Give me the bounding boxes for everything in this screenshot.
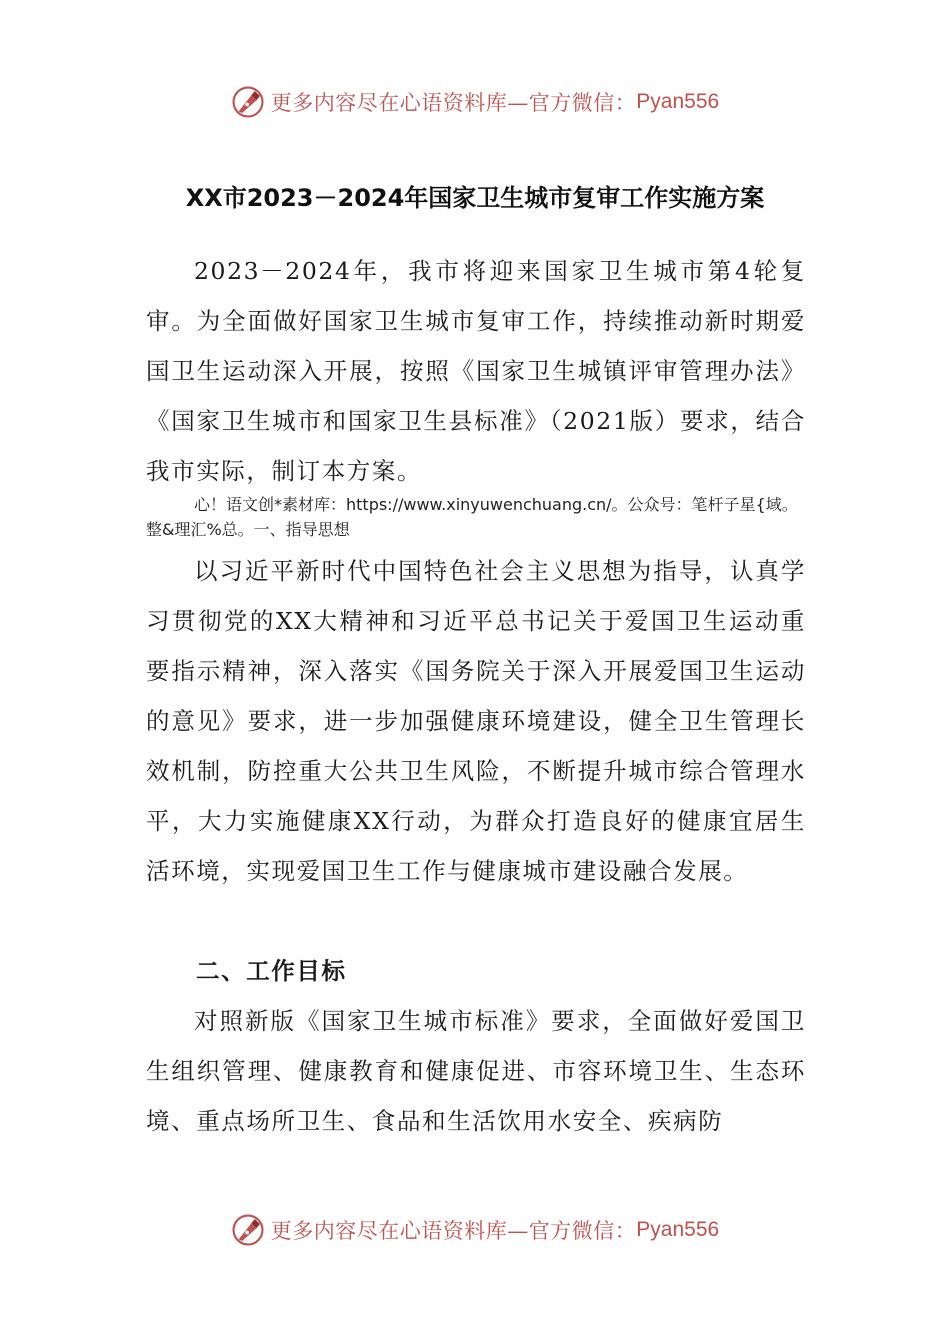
banner-text: 更多内容尽在心语资料库—官方微信： [270, 91, 637, 115]
pen-nib-logo-icon [231, 85, 265, 119]
section-heading-goals: 二、工作目标 [196, 957, 347, 985]
banner-account: Pyan556 [636, 1218, 720, 1241]
source-note: 心！语文创*素材库：https://www.xinyuwenchuang.cn/。公众号：笔杆子星{域。整&理汇%总。一、指导思想 [146, 495, 798, 539]
pen-nib-logo-icon [231, 1213, 265, 1247]
footer-banner [0, 1210, 950, 1250]
goals-paragraph: 对照新版《国家卫生城市标准》要求，全面做好爱国卫生组织管理、健康教育和健康促进、市容环境卫生、生态环境、重点场所卫生、食品和生活饮用水安全、疾病防 [146, 1007, 806, 1135]
guiding-thought-paragraph: 以习近平新时代中国特色社会主义思想为指导，认真学习贯彻党的XX大精神和习近平总书记关于爱国卫生运动重要指示精神，深入落实《国务院关于深入开展爱国卫生运动的意见》要求，进一步加强健康环境建设，健全卫生管理长效机制，防控重大公共卫生风险，不断提升城市综合管理水平，大力实施健康XX行动，为群众打造良好的健康宜居生活环境，实现爱国卫生工作与健康城市建设融合发展。 [146, 557, 806, 885]
banner-text: 更多内容尽在心语资料库—官方微信： [270, 1219, 637, 1243]
banner-account: Pyan556 [636, 90, 720, 113]
intro-paragraph: 2023－2024年，我市将迎来国家卫生城市第4轮复审。为全面做好国家卫生城市复审工作，持续推动新时期爱国卫生运动深入开展，按照《国家卫生城镇评审管理办法》《国家卫生城市和国家卫生县标准》（2021版）要求，结合我市实际，制订本方案。 [146, 257, 806, 485]
header-banner [0, 82, 950, 122]
page-title: XX市2023－2024年国家卫生城市复审工作实施方案 [185, 184, 765, 212]
